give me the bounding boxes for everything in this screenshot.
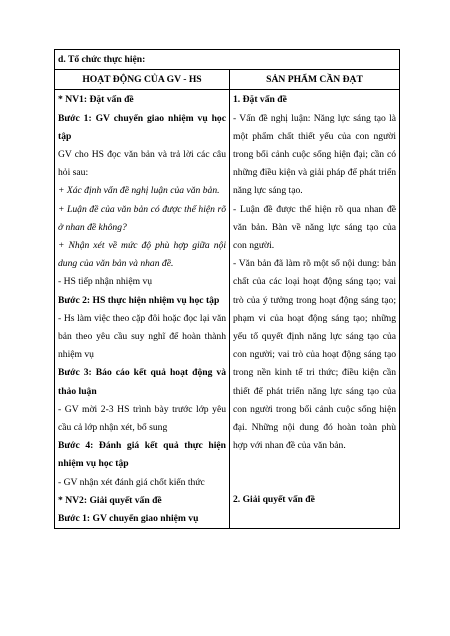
product-paragraph-1: - Vấn đề nghị luận: Năng lực sáng tạo là một phẩm chất thiết yếu của con người trong bối cảnh cuộc sống hiện đại; cần có những điều kiện và giải pháp để phát triển năng lực sáng tạo. (233, 112, 397, 197)
question-1: + Xác định vấn đề nghị luận của văn bản. (58, 185, 220, 197)
step-3-text: - GV mời 2-3 HS trình bày trước lớp yêu cầu cả lớp nhận xét, bổ sung (58, 403, 226, 434)
header-row (55, 70, 400, 90)
product-paragraph-2: - Luận đề được thể hiện rõ qua nhan đề văn bản. Bàn về năng lực sáng tạo của con người. (233, 203, 397, 252)
step-4-heading: Bước 4: Đánh giá kết quả thực hiện nhiệm vụ học tập (58, 440, 226, 470)
step-2-text: - Hs làm việc theo cặp đôi hoặc đọc lại văn bản theo yêu cầu suy nghĩ để hoàn thành nhiệm vụ (58, 312, 226, 361)
step-2-heading: Bước 2: HS thực hiện nhiệm vụ học tập (58, 294, 220, 306)
lesson-table (54, 49, 400, 529)
question-3: + Nhận xét về mức độ phù hợp giữa nội dung của văn bản và nhan đề. (58, 240, 226, 270)
step-3-heading: Bước 3: Báo cáo kết quả hoạt động và thảo luận (58, 367, 226, 397)
task-2-heading: * NV2: Giải quyết vấn đề (58, 494, 162, 506)
document-page (54, 49, 399, 529)
section-title-row (55, 50, 400, 70)
content-row (55, 90, 400, 529)
step-1-receive: - HS tiếp nhận nhiệm vụ (58, 276, 153, 288)
product-heading-2: 2. Giải quyết vấn đề (233, 494, 315, 506)
column-header-activities: HOẠT ĐỘNG CỦA GV - HS (55, 70, 230, 90)
blank-spacer (233, 455, 396, 491)
step-1-text: GV cho HS đọc văn bản và trả lời các câu hỏi sau: (58, 149, 226, 179)
product-heading-1: 1. Đặt vấn đề (233, 94, 287, 106)
section-title: d. Tổ chức thực hiện: (55, 50, 400, 70)
activities-cell (55, 90, 230, 529)
question-2: + Luận đề của văn bản có được thể hiện rõ ở nhan đề không? (58, 203, 226, 233)
task-2-step-1-heading: Bước 1: GV chuyển giao nhiệm vụ (58, 513, 199, 525)
product-paragraph-3: - Văn bản đã làm rõ một số nội dung: bản chất của các loại hoạt động sáng tạo; vai trò của ý tưởng trong hoạt động sáng tạo; phạm vi của hoạt động sáng tạo; những yếu tố quyết định năng lực sáng tạo của con người; vai trò của hoạt động sáng tạo trong nền kinh tế tri thức; điều kiện cần thiết để phát triển năng lực sáng tạo của con người trong bối cảnh cuộc sống hiện đại. Những nội dung đó hoàn toàn phù hợp với nhan đề của văn bản. (233, 258, 397, 452)
task-1-heading: * NV1: Đặt vấn đề (58, 94, 134, 106)
step-1-heading: Bước 1: GV chuyển giao nhiệm vụ học tập (58, 112, 226, 142)
products-cell (230, 90, 400, 529)
step-4-text: - GV nhận xét đánh giá chốt kiến thức (58, 476, 205, 488)
column-header-products: SẢN PHẨM CẦN ĐẠT (230, 70, 400, 90)
